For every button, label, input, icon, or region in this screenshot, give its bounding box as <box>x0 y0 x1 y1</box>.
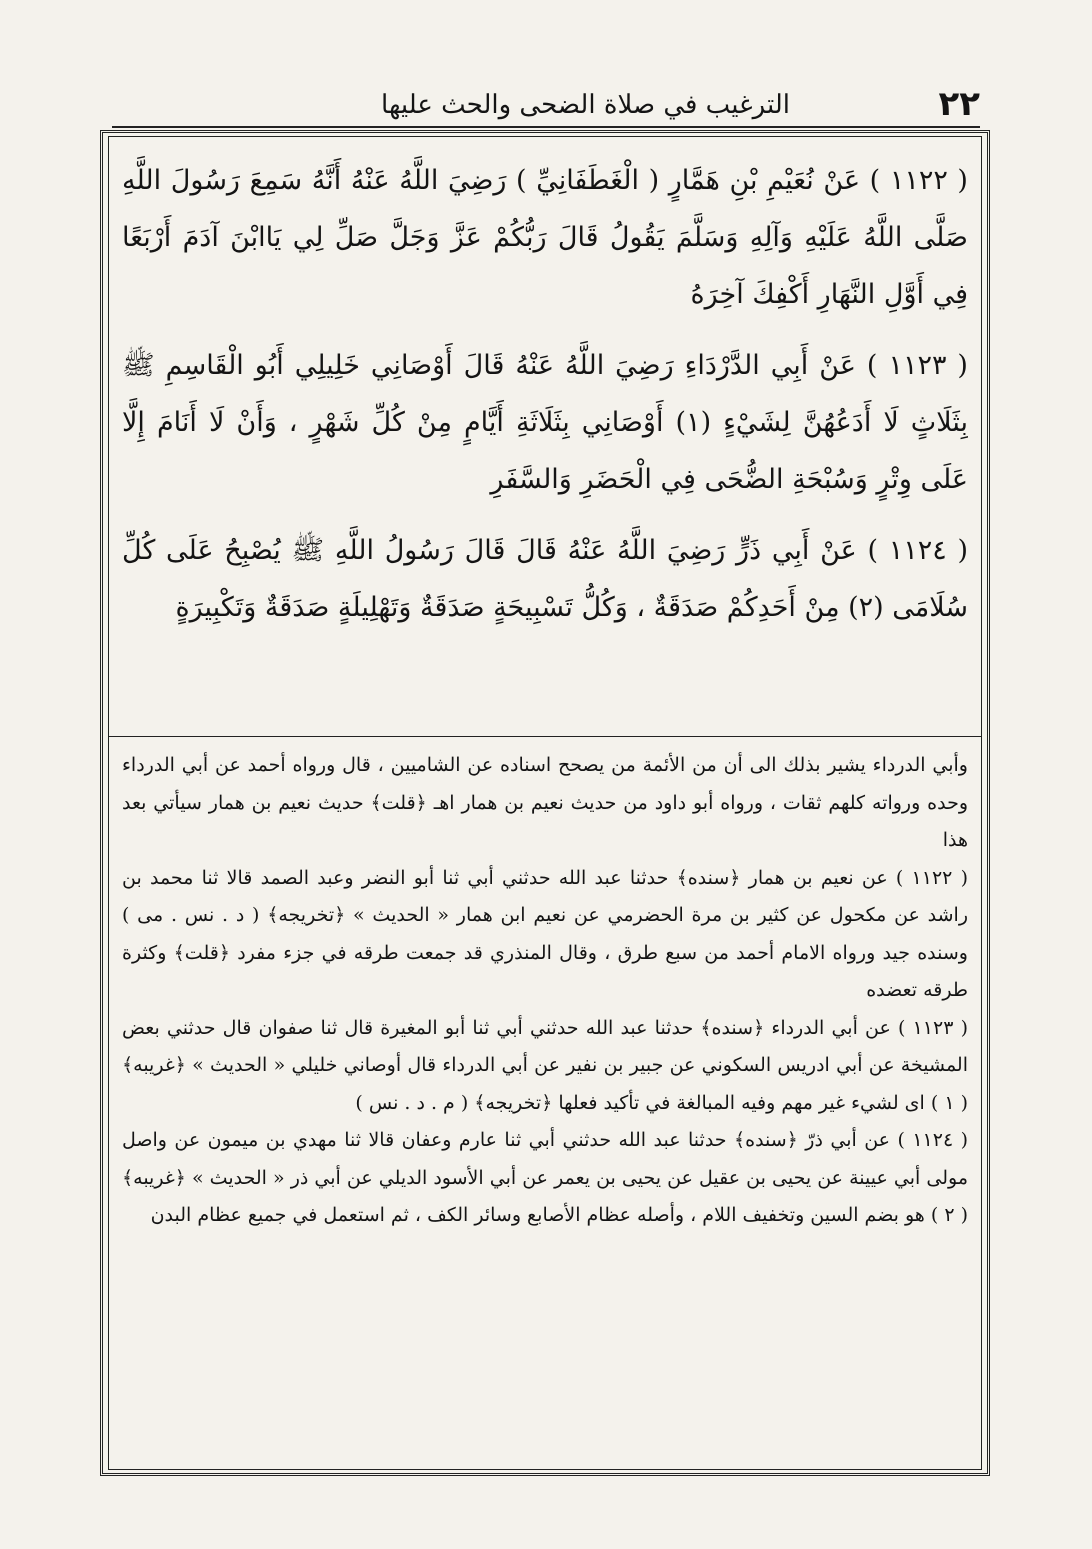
hadith-1124 <box>122 522 968 636</box>
commentary-1123: ( ١١٢٣ ) عن أبي الدرداء ﴿سنده﴾ حدثنا عبد الله حدثني أبي ثنا أبو المغيرة قال ثنا صفوان قال حدثني بعض المشيخة عن أبي ادريس السكوني عن جبير بن نفير عن أبي الدرداء قال أوصاني خليلي « الحديث » ﴿غريبه﴾ ( ١ ) اى لشيء غير مهم وفيه المبالغة في تأكيد فعلها ﴿تخريجه﴾ ( م . د . نس ) <box>122 1016 969 1114</box>
hadith-text: عَنْ نُعَيْمِ بْنِ هَمَّارٍ ( الْغَطَفَانِيِّ ) رَضِيَ اللَّهُ عَنْهُ أَنَّهُ سَمِعَ رَسُولَ اللَّهِ صَلَّى اللَّهُ عَلَيْهِ وَآلِهِ وَسَلَّمَ يَقُولُ قَالَ رَبُّكُمْ عَزَّ وَجَلَّ صَلِّ لِي يَاابْنَ آدَمَ أَرْبَعًا فِي أَوَّلِ النَّهَارِ أَكْفِكَ آخِرَهُ <box>122 165 968 310</box>
commentary-1122: ( ١١٢٢ ) عن نعيم بن همار ﴿سنده﴾ حدثنا عبد الله حدثني أبي ثنا أبو النضر وعبد الصمد قالا ثنا محمد بن راشد عن مكحول عن كثير بن مرة الحضرمي عن نعيم ابن همار « الحديث » ﴿تخريجه﴾ ( د . نس . مى ) وسنده جيد ورواه الامام أحمد من سبع طرق ، وقال المنذري قد جمعت طرقه في جزء مفرد ﴿قلت﴾ وكثرة طرقه تعضده <box>122 866 969 1001</box>
header-rule <box>112 126 980 128</box>
hadith-section <box>122 140 968 736</box>
hadith-number: ( ١١٢٢ ) <box>869 165 968 196</box>
hadith-1122 <box>122 152 968 323</box>
hadith-number: ( ١١٢٣ ) <box>866 350 968 381</box>
hadith-text: عَنْ أَبِي الدَّرْدَاءِ رَضِيَ اللَّهُ عَنْهُ قَالَ أَوْصَانِي خَلِيلِي أَبُو الْقَاسِمِ ﷺ بِثَلَاثٍ لَا أَدَعُهُنَّ لِشَيْءٍ (١) أَوْصَانِي بِثَلَاثَةِ أَيَّامٍ مِنْ كُلِّ شَهْرٍ ، وَأَنْ لَا أَنَامَ إِلَّا عَلَى وِتْرٍ وَسُبْحَةِ الضُّحَى فِي الْحَضَرِ وَالسَّفَرِ <box>122 350 968 495</box>
hadith-number: ( ١١٢٤ ) <box>867 535 968 566</box>
page-header <box>112 84 980 124</box>
page-content <box>122 140 968 1466</box>
commentary-continuation: وأبي الدرداء يشير بذلك الى أن من الأئمة من يصحح اسناده عن الشاميين ، قال ورواه أحمد عن أبي الدرداء وحده ورواته كلهم ثقات ، ورواه أبو داود من حديث نعيم بن همار اهـ ﴿قلت﴾ حديث نعيم بن همار سيأتي بعد هذا <box>122 754 968 851</box>
commentary-1124: ( ١١٢٤ ) عن أبي ذرّ ﴿سنده﴾ حدثنا عبد الله حدثني أبي ثنا عارم وعفان قالا ثنا مهدي بن ميمون عن واصل مولى أبي عيينة عن يحيى بن عقيل عن يحيى بن يعمر عن أبي الأسود الديلي عن أبي ذر « الحديث » ﴿غريبه﴾ ( ٢ ) هو بضم السين وتخفيف اللام ، وأصله عظام الأصابع وسائر الكف ، ثم استعمل في جميع عظام البدن <box>122 1129 969 1226</box>
hadith-1123 <box>122 337 968 508</box>
hadith-text: عَنْ أَبِي ذَرٍّ رَضِيَ اللَّهُ عَنْهُ قَالَ قَالَ رَسُولُ اللَّهِ ﷺ يُصْبِحُ عَلَى كُلِّ سُلَامَى (٢) مِنْ أَحَدِكُمْ صَدَقَةٌ ، وَكُلُّ تَسْبِيحَةٍ صَدَقَةٌ وَتَهْلِيلَةٍ صَدَقَةٌ وَتَكْبِيرَةٍ <box>122 535 968 623</box>
page-number: ٢٢ <box>938 84 980 124</box>
running-title: الترغيب في صلاة الضحى والحث عليها <box>381 90 790 120</box>
commentary-section <box>122 737 968 1235</box>
